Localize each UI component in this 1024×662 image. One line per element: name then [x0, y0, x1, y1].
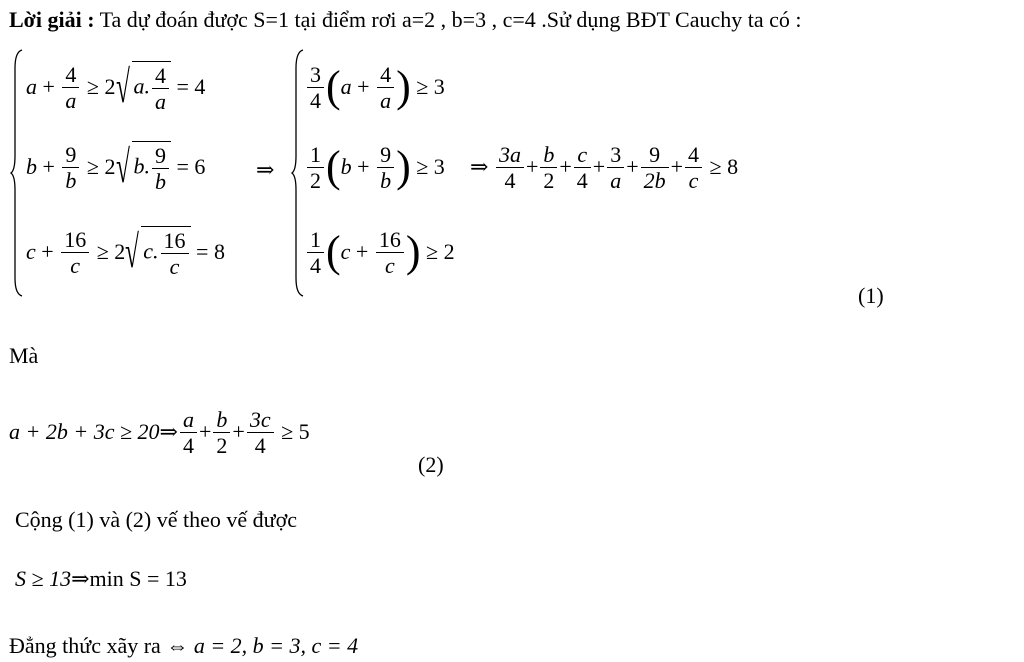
inequality-2: a + 2b + 3c ≥ 20 ⇒ $\frac{a}{4}$ + $\frac{b}{2}$ + $\frac{3c}{4}$ ≥ 5: [9, 406, 310, 458]
implies-arrow-2: ⇒: [470, 154, 489, 179]
sqrt-2: √ b. $\frac{9}{b}$: [116, 141, 172, 194]
system2-row1: $\frac{3}{4}$ ( a + $\frac{4}{a}$ ) ≥ 3: [305, 57, 445, 117]
sqrt-3: √ c. $\frac{16}{c}$: [125, 226, 190, 279]
system1-row2: b + $\frac{9}{b}$ ≥ 2 √ b. $\frac{9}{b}$ = 6: [26, 140, 206, 194]
equation-label-1: (1): [858, 283, 884, 308]
equation-label-2: (2): [418, 452, 444, 477]
text-cong: Cộng (1) và (2) vế theo vế được: [15, 507, 297, 532]
system2-row2: $\frac{1}{2}$ ( b + $\frac{9}{b}$ ) ≥ 3: [305, 137, 445, 197]
solution-intro-text: Ta dự đoán được S=1 tại điểm rơi a=2 , b=3 , c=4 .Sử dụng BĐT Cauchy ta có :: [94, 7, 802, 32]
result-line: S ≥ 13⇒min S = 13: [15, 566, 187, 591]
system1-row1: a + $\frac{4}{a}$ ≥ 2 √ a. $\frac{4}{a}$ = 4: [26, 60, 206, 114]
system1-row3: c + $\frac{16}{c}$ ≥ 2 √ c. $\frac{16}{c}$ = 8: [26, 225, 225, 279]
implies-arrow-1: ⇒: [256, 157, 275, 182]
left-brace-1: [10, 48, 26, 298]
solution-label: Lời giải :: [9, 7, 95, 32]
text-ma: Mà: [9, 343, 39, 368]
system2-row3: $\frac{1}{4}$ ( c + $\frac{16}{c}$ ) ≥ 2: [305, 222, 455, 282]
equality-line: Đẳng thức xãy ra ⇔ a = 2, b = 3, c = 4: [9, 633, 359, 658]
sum-inequality-1: ⇒ $\frac{3a}{4}$ + $\frac{b}{2}$ + $\frac{c}{4}$ + $\frac{3}{a}$ + $\frac{9}{2b}$ + $\frac{4}{c}$ ≥ 8: [470, 141, 739, 193]
sqrt-1: √ a. $\frac{4}{a}$: [116, 61, 172, 114]
solution-header: [9, 7, 801, 33]
